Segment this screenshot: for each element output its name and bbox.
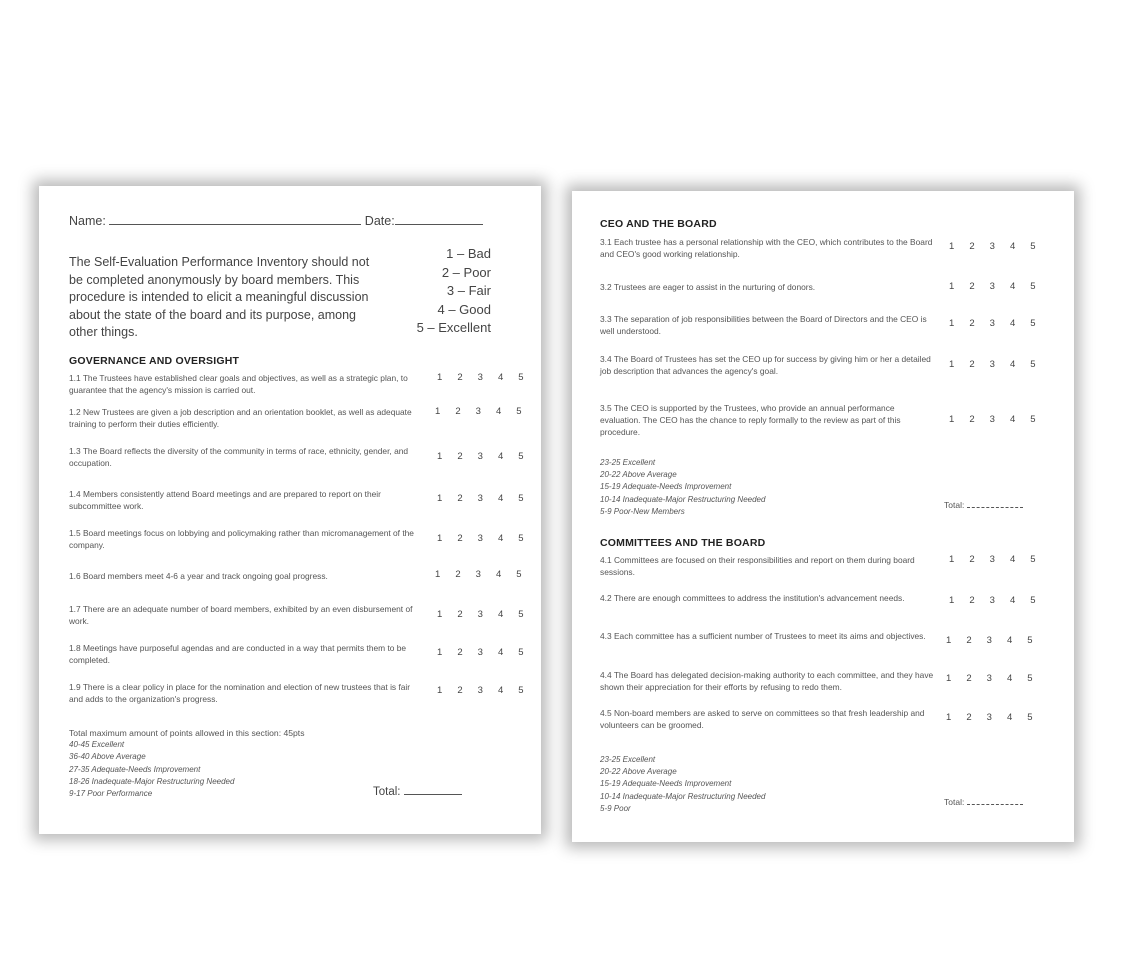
legend-item: 5-9 Poor-New Members xyxy=(600,506,685,516)
scoring-legend xyxy=(69,727,305,800)
scale-item: 3 – Fair xyxy=(446,283,491,298)
rating-options: 1 2 3 4 5 xyxy=(435,569,528,580)
rating-options: 1 2 3 4 5 xyxy=(949,595,1042,606)
rating-options: 1 2 3 4 5 xyxy=(946,712,1039,723)
question-text: 3.4 The Board of Trustees has set the CEO up for success by giving him or her a detailed job description that advances the agency's goal. xyxy=(600,354,931,376)
question-text: 3.2 Trustees are eager to assist in the nurturing of donors. xyxy=(600,282,816,292)
scale-item: 5 – Excellent xyxy=(416,320,491,335)
scoring-legend-committees xyxy=(600,754,765,815)
legend-item: 23-25 Excellent xyxy=(600,755,656,764)
legend-item: 27-35 Adequate-Needs Improvement xyxy=(69,764,201,774)
question-text: 1.7 There are an adequate number of board members, exhibited by an even disbursement of work. xyxy=(69,604,413,626)
scale-item: 4 – Good xyxy=(437,301,491,317)
scale-item: 2 – Poor xyxy=(441,264,491,280)
total-label: Total: xyxy=(373,786,401,798)
rating-options: 1 2 3 4 5 xyxy=(437,493,530,504)
rating-options: 1 2 3 4 5 xyxy=(437,451,530,462)
legend-item: 36-40 Above Average xyxy=(69,752,146,762)
rating-options: 1 2 3 4 5 xyxy=(437,609,530,620)
name-blank xyxy=(109,214,361,225)
rating-options: 1 2 3 4 5 xyxy=(437,647,530,658)
total-label: Total: xyxy=(944,797,965,807)
total-label: Total: xyxy=(944,500,965,510)
rating-options: 1 2 3 4 5 xyxy=(949,318,1042,329)
section-title-governance: GOVERNANCE AND OVERSIGHT xyxy=(69,355,240,367)
rating-scale xyxy=(417,245,491,338)
rating-options: 1 2 3 4 5 xyxy=(437,533,530,544)
name-label: Name: xyxy=(69,214,106,228)
rating-options: 1 2 3 4 5 xyxy=(437,685,530,696)
question-text: 4.1 Committees are focused on their responsibilities and report on them during board sessions. xyxy=(600,555,915,577)
question-text: 4.4 The Board has delegated decision-making authority to each committee, and they have shown their appreciation for their efforts by refusing to redo them. xyxy=(600,670,934,692)
rating-options: 1 2 3 4 5 xyxy=(949,414,1042,425)
legend-item: 5-9 Poor xyxy=(600,803,631,813)
total-blank xyxy=(967,499,1023,508)
question-text: 3.5 The CEO is supported by the Trustees, who provide an annual performance evaluation. The CEO has the chance to reply formally to the review as part of this procedure. xyxy=(600,403,901,437)
scale-item: 1 – Bad xyxy=(446,246,491,261)
form-page-governance xyxy=(39,186,541,834)
section-total-committees xyxy=(944,796,1023,807)
question-text: 1.3 The Board reflects the diversity of the community in terms of race, ethnicity, gender, and occupation. xyxy=(69,446,409,468)
legend-item: 20-22 Above Average xyxy=(600,767,677,777)
date-blank xyxy=(395,214,483,225)
scoring-legend-ceo xyxy=(600,457,765,518)
rating-options: 1 2 3 4 5 xyxy=(946,635,1039,646)
rating-options: 1 2 3 4 5 xyxy=(949,241,1042,252)
name-date-line xyxy=(69,214,483,228)
question-text: 1.6 Board members meet 4-6 a year and track ongoing goal progress. xyxy=(69,571,328,581)
question-text: 4.5 Non-board members are asked to serve on committees so that fresh leadership and volunteers can be groomed. xyxy=(600,708,925,730)
legend-item: 23-25 Excellent xyxy=(600,458,656,467)
total-blank xyxy=(967,796,1023,805)
rating-options: 1 2 3 4 5 xyxy=(437,372,530,383)
rating-options: 1 2 3 4 5 xyxy=(949,554,1042,565)
legend-item: 15-19 Adequate-Needs Improvement xyxy=(600,482,732,492)
total-blank xyxy=(404,785,462,795)
question-text: 4.2 There are enough committees to address the institution's advancement needs. xyxy=(600,593,905,603)
legend-item: 40-45 Excellent xyxy=(69,740,125,750)
question-text: 1.4 Members consistently attend Board meetings and are prepared to report on their subcommittee work. xyxy=(69,489,381,511)
legend-title: Total maximum amount of points allowed in this section: 45pts xyxy=(69,728,305,738)
form-page-ceo-committees xyxy=(572,191,1074,842)
legend-item: 10-14 Inadequate-Major Restructuring Needed xyxy=(600,494,766,504)
legend-item: 9-17 Poor Performance xyxy=(69,789,153,799)
legend-item: 18-26 Inadequate-Major Restructuring Needed xyxy=(69,776,235,786)
intro-paragraph: The Self-Evaluation Performance Inventory should not be completed anonymously by board members. This procedure is intended to elicit a meaningful discussion about the state of the board and its purpose, among other things. xyxy=(69,255,370,339)
date-label: Date: xyxy=(364,214,395,228)
rating-options: 1 2 3 4 5 xyxy=(949,281,1042,292)
question-text: 1.1 The Trustees have established clear goals and objectives, as well as a strategic plan, to guarantee that the agency's mission is carried out. xyxy=(69,373,408,395)
section-total xyxy=(373,785,462,798)
section-title-ceo: CEO AND THE BOARD xyxy=(600,218,717,230)
question-text: 1.2 New Trustees are given a job description and an orientation booklet, as well as adequate training to perform their duties efficiently. xyxy=(69,407,412,429)
section-title-committees: COMMITTEES AND THE BOARD xyxy=(600,537,766,549)
question-text: 1.9 There is a clear policy in place for the nomination and election of new trustees that is fair and adds to the organization's progress. xyxy=(69,682,411,704)
rating-options: 1 2 3 4 5 xyxy=(949,359,1042,370)
question-text: 1.8 Meetings have purposeful agendas and are conducted in a way that permits them to be completed. xyxy=(69,643,407,665)
rating-options: 1 2 3 4 5 xyxy=(435,406,528,417)
rating-options: 1 2 3 4 5 xyxy=(946,673,1039,684)
legend-item: 10-14 Inadequate-Major Restructuring Needed xyxy=(600,791,766,801)
legend-item: 20-22 Above Average xyxy=(600,470,677,480)
section-total-ceo xyxy=(944,499,1023,510)
question-text: 1.5 Board meetings focus on lobbying and policymaking rather than micromanagement of the company. xyxy=(69,528,414,550)
question-text: 3.1 Each trustee has a personal relationship with the CEO, which contributes to the Board and CEO's good working relationship. xyxy=(600,237,933,259)
question-text: 4.3 Each committee has a sufficient number of Trustees to meet its aims and objectives. xyxy=(600,631,926,641)
question-text: 3.3 The separation of job responsibilities between the Board of Directors and the CEO is well understood. xyxy=(600,314,927,336)
legend-item: 15-19 Adequate-Needs Improvement xyxy=(600,779,732,789)
